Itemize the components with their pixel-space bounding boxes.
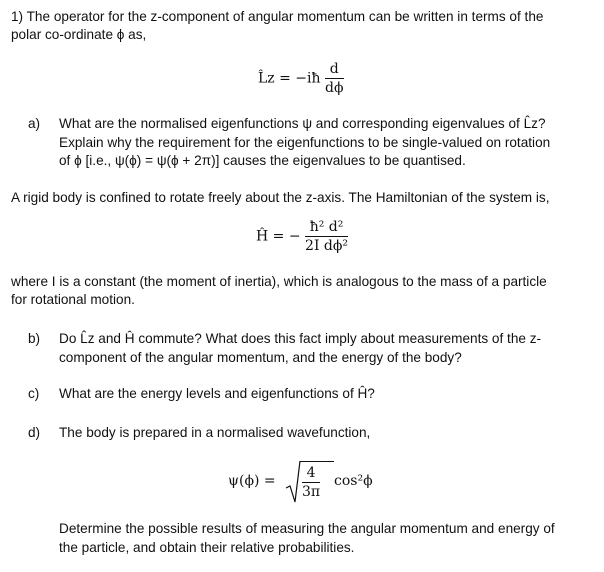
part-b-line-2: component of the angular momentum, and the energy of the body? [59,349,462,365]
part-a [28,115,588,171]
part-b [28,330,588,368]
eq-psi-lhs: ψ(ϕ) = [228,473,276,489]
part-a-line-1: What are the normalised eigenfunctions ψ and corresponding eigenvalues of L̂z? [59,116,546,131]
part-b-label: b) [28,331,41,346]
q1-line-1: 1) The operator for the z-component of angular momentum can be written in terms of the [11,9,544,24]
where-text [11,273,547,309]
eq-lz-fraction [325,60,344,97]
part-d-final-line-1: Determine the possible results of measuring the angular momentum and energy of [59,521,555,536]
eq-psi-num: 4 [302,464,320,483]
where-line-2: for rotational motion. [11,292,135,307]
sqrt-sign [285,460,301,504]
question-1-intro [11,8,543,44]
part-b-text [59,330,589,367]
equation-hamiltonian [256,218,348,255]
part-a-label: a) [28,116,41,131]
part-c-text: What are the energy levels and eigenfunctions of Ĥ? [59,386,375,401]
part-a-line-3: of ϕ [i.e., ψ(ϕ) = ψ(ϕ + 2π)] causes the eigenvalues to be quantised. [59,153,466,168]
part-a-text [59,115,589,171]
equation-lz [258,60,344,97]
q1-line-2: polar co-ordinate ϕ as, [11,27,147,42]
eq-lz-num: d [325,60,344,79]
part-d-conclusion [28,520,588,558]
eq-h-fraction [305,218,348,255]
part-b-line-1: Do L̂z and Ĥ commute? What does this fact imply about measurements of the z- [59,331,542,346]
part-d-final-text [59,520,589,557]
eq-h-lhs: Ĥ = − [256,228,301,245]
eq-lz-lhs: L̂z = −iħ [258,70,321,87]
eq-psi-rhs: cos²ϕ [334,473,373,489]
part-a-line-2: Explain why the requirement for the eigenfunctions to be single-valued on rotation [59,134,551,150]
part-c-label: c) [28,386,40,401]
sqrt-overline [300,461,334,462]
part-c [28,385,588,405]
eq-lz-den: dϕ [324,80,344,96]
eq-psi-den: 3π [302,484,321,500]
part-d-final-line-2: the particle, and obtain their relative probabilities. [59,539,355,555]
eq-h-num: ħ² d² [305,218,348,237]
part-d-label: d) [28,425,41,440]
part-d-text: The body is prepared in a normalised wavefunction, [59,425,371,440]
where-line-1: where I is a constant (the moment of inertia), which is analogous to the mass of a particle [11,274,547,289]
part-d [28,424,588,444]
rigid-body-text: A rigid body is confined to rotate freely about the z-axis. The Hamiltonian of the system is, [11,190,550,205]
eq-psi-fraction [302,464,320,501]
eq-h-den: 2I dϕ² [305,238,349,254]
